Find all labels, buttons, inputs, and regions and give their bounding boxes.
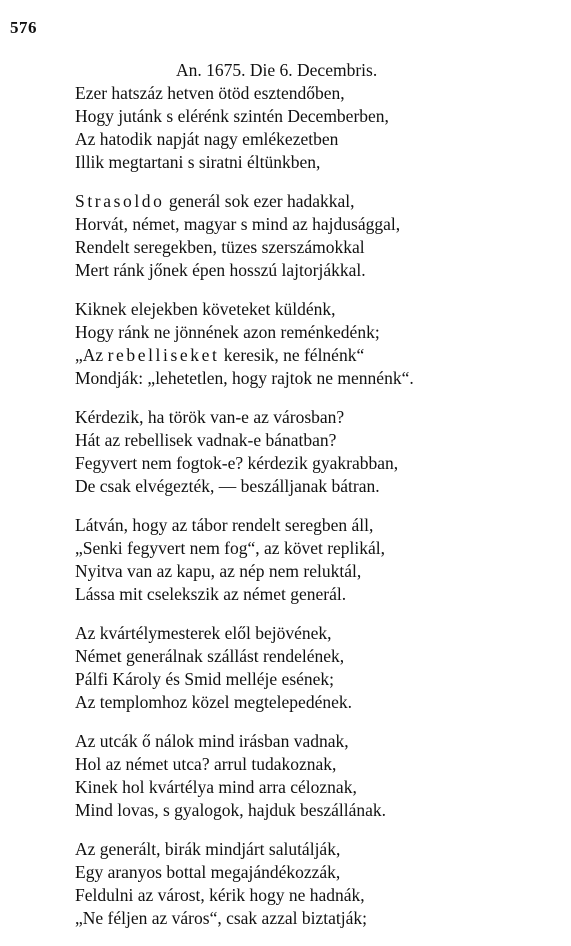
verse-line [75, 429, 555, 452]
verse-text: Az generált, birák mindjárt salutálják, [75, 839, 341, 859]
verse-text: keresik, ne félnénk“ [219, 345, 365, 365]
verse-line [75, 452, 555, 475]
verse-text: Hogy ránk ne jönnének azon reménkedénk; [75, 322, 380, 342]
verse-line [75, 753, 555, 776]
verse-line [75, 645, 555, 668]
verse-line [75, 82, 555, 105]
verse-line [75, 344, 555, 367]
poem [75, 82, 555, 946]
verse-text: Hol az német utca? arrul tudakoznak, [75, 754, 337, 774]
verse-text: De csak elvégezték, — beszálljanak bátran. [75, 476, 380, 496]
verse-line [75, 560, 555, 583]
verse-text: „Az [75, 345, 108, 365]
verse-text: Kinek hol kvártélya mind arra céloznak, [75, 777, 357, 797]
verse-line [75, 583, 555, 606]
verse-text: Német generálnak szállást rendelének, [75, 646, 345, 666]
verse-line [75, 730, 555, 753]
stanza [75, 406, 555, 498]
verse-text: Az templomhoz közel megtelepedének. [75, 692, 352, 712]
verse-line [75, 514, 555, 537]
verse-line [75, 691, 555, 714]
verse-text: Rendelt seregekben, tüzes szerszámokkal [75, 237, 365, 257]
stanza [75, 82, 555, 174]
verse-line [75, 259, 555, 282]
verse-line [75, 213, 555, 236]
stanza [75, 514, 555, 606]
verse-text: Feldulni az várost, kérik hogy ne hadnák, [75, 885, 365, 905]
verse-line [75, 236, 555, 259]
verse-text: Pálfi Károly és Smid melléje esének; [75, 669, 335, 689]
verse-line [75, 128, 555, 151]
verse-line [75, 475, 555, 498]
verse-line [75, 105, 555, 128]
verse-line [75, 537, 555, 560]
verse-text: Mind lovas, s gyalogok, hajduk beszállának. [75, 800, 387, 820]
verse-line [75, 884, 555, 907]
verse-text: Kérdezik, ha török van-e az városban? [75, 407, 345, 427]
verse-line [75, 622, 555, 645]
verse-text: „Senki fegyvert nem fog“, az követ replikál, [75, 538, 386, 558]
page-number: 576 [10, 18, 37, 37]
verse-text: Illik megtartani s siratni éltünkben, [75, 152, 321, 172]
verse-text: Fegyvert nem fogtok-e? kérdezik gyakrabban, [75, 453, 399, 473]
verse-line [75, 907, 555, 930]
verse-text: Nyitva van az kapu, az nép nem reluktál, [75, 561, 362, 581]
stanza [75, 730, 555, 822]
spaced-emphasis-text: rebelliseket [107, 345, 220, 365]
verse-text: Egy aranyos bottal megajándékozzák, [75, 862, 341, 882]
stanza [75, 190, 555, 282]
verse-line [75, 367, 555, 390]
verse-text: Lássa mit cselekszik az német generál. [75, 584, 347, 604]
verse-text: Az kvártélymesterek elől bejövének, [75, 623, 332, 643]
verse-text: Mondják: „lehetetlen, hogy rajtok ne mennénk“. [75, 368, 414, 388]
verse-line [75, 668, 555, 691]
verse-text: Hogy jutánk s elérénk szintén Decemberben, [75, 106, 389, 126]
verse-text: Kiknek elejekben követeket küldénk, [75, 299, 336, 319]
verse-text: generál sok ezer hadakkal, [164, 191, 355, 211]
verse-text: Mert ránk jőnek épen hosszú lajtorjákkal. [75, 260, 366, 280]
date-heading: An. 1675. Die 6. Decembris. [176, 60, 378, 80]
verse-line [75, 321, 555, 344]
verse-text: „Ne féljen az város“, csak azzal biztatják; [75, 908, 367, 928]
stanza [75, 838, 555, 930]
verse-line [75, 776, 555, 799]
verse-line [75, 861, 555, 884]
stanza [75, 622, 555, 714]
verse-text: Az hatodik napját nagy emlékezetben [75, 129, 339, 149]
verse-text: Látván, hogy az tábor rendelt seregben áll, [75, 515, 374, 535]
verse-text: Az utcák ő nálok mind irásban vadnak, [75, 731, 349, 751]
verse-line [75, 406, 555, 429]
verse-line [75, 151, 555, 174]
verse-text: Ezer hatszáz hetven ötöd esztendőben, [75, 83, 345, 103]
verse-line [75, 190, 555, 213]
spaced-emphasis-text: Strasoldo [75, 191, 165, 211]
verse-line [75, 298, 555, 321]
verse-text: Horvát, német, magyar s mind az hajdusággal, [75, 214, 401, 234]
stanza [75, 298, 555, 390]
verse-line [75, 838, 555, 861]
verse-line [75, 799, 555, 822]
verse-text: Hát az rebellisek vadnak-e bánatban? [75, 430, 337, 450]
